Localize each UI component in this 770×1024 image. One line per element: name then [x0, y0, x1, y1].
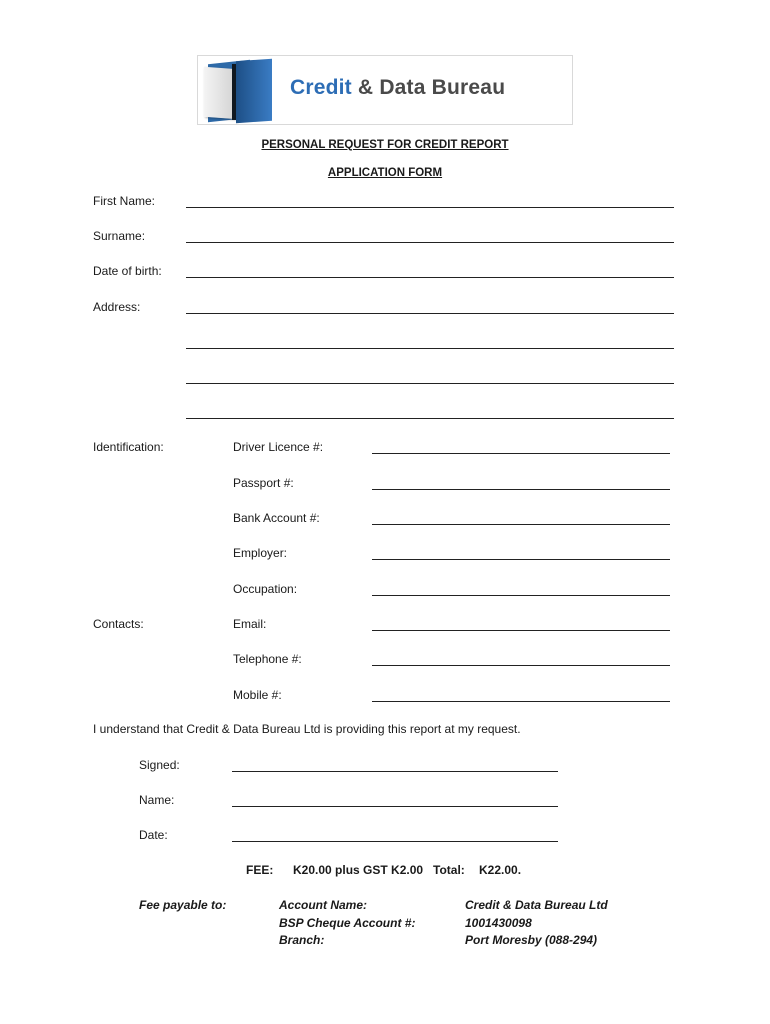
logo-book-front [236, 59, 272, 124]
employer-field[interactable] [372, 559, 670, 560]
address-label: Address: [93, 300, 141, 314]
bank-account-label: Bank Account #: [233, 511, 320, 525]
surname-field[interactable] [186, 242, 674, 243]
signoff-name-label: Name: [139, 793, 175, 807]
driver-licence-field[interactable] [372, 453, 670, 454]
email-field[interactable] [372, 630, 670, 631]
declaration-text: I understand that Credit & Data Bureau Ltd is providing this report at my request. [93, 722, 521, 736]
driver-licence-label: Driver Licence #: [233, 440, 324, 454]
signature-field[interactable] [232, 771, 558, 772]
passport-field[interactable] [372, 489, 670, 490]
signoff-name-field[interactable] [232, 806, 558, 807]
identification-section-label: Identification: [93, 440, 164, 454]
dob-label: Date of birth: [93, 264, 162, 278]
address-field-line-4[interactable] [186, 418, 674, 419]
occupation-label: Occupation: [233, 582, 298, 596]
account-name-value: Credit & Data Bureau Ltd [465, 898, 608, 912]
cheque-account-label: BSP Cheque Account #: [279, 915, 416, 930]
payment-labels [279, 897, 415, 950]
email-label: Email: [233, 617, 267, 631]
form-title: PERSONAL REQUEST FOR CREDIT REPORT [261, 139, 509, 151]
fee-total: K22.00. [479, 863, 522, 877]
branch-label: Branch: [279, 933, 325, 947]
signoff-date-label: Date: [139, 828, 168, 842]
dob-field[interactable] [186, 277, 674, 278]
address-field-line-3[interactable] [186, 383, 674, 384]
signoff-date-field[interactable] [232, 841, 558, 842]
occupation-field[interactable] [372, 595, 670, 596]
first-name-label: First Name: [93, 194, 156, 208]
fee-total-label: Total: [433, 863, 465, 877]
address-field-line-1[interactable] [186, 313, 674, 314]
fee-amount: K20.00 plus GST K2.00 [293, 863, 424, 877]
company-logo [197, 55, 573, 125]
mobile-label: Mobile #: [233, 688, 282, 702]
fee-payable-label: Fee payable to: [139, 898, 227, 912]
employer-label: Employer: [233, 546, 288, 560]
first-name-field[interactable] [186, 207, 674, 208]
contacts-section-label: Contacts: [93, 617, 144, 631]
cheque-account-value: 1001430098 [465, 915, 532, 930]
telephone-field[interactable] [372, 665, 670, 666]
logo-wordmark: Credit & Data Bureau [290, 76, 506, 99]
mobile-field[interactable] [372, 701, 670, 702]
payment-values [465, 897, 608, 950]
bank-account-field[interactable] [372, 524, 670, 525]
telephone-label: Telephone #: [233, 652, 302, 666]
passport-label: Passport #: [233, 476, 294, 490]
fee-label: FEE: [246, 863, 274, 877]
branch-value: Port Moresby (088-294) [465, 933, 598, 947]
account-name-label: Account Name: [279, 898, 368, 912]
surname-label: Surname: [93, 229, 146, 243]
address-field-line-2[interactable] [186, 348, 674, 349]
signed-label: Signed: [139, 758, 180, 772]
form-subtitle: APPLICATION FORM [327, 167, 443, 179]
